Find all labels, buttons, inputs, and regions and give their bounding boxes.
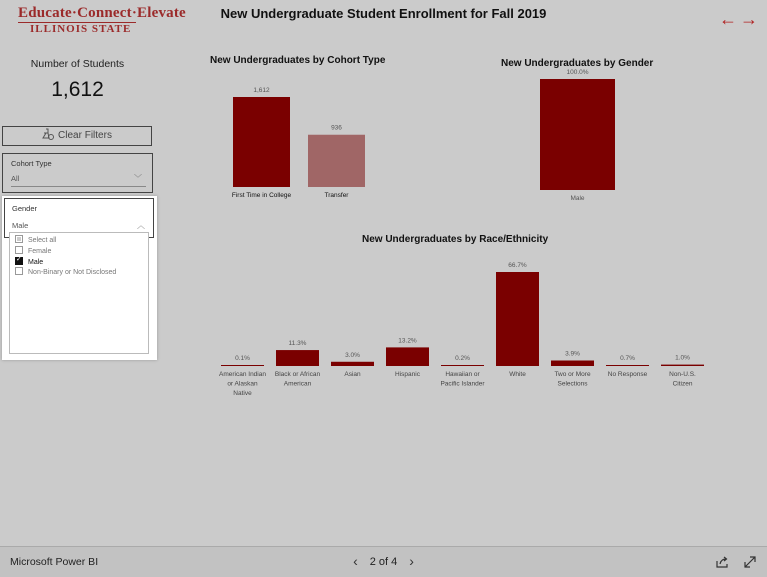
data-label: 1.0% [675,354,690,362]
page-indicator: 2 of 4 [369,556,398,568]
option-select-all[interactable] [15,235,56,245]
share-icon[interactable] [715,555,729,569]
data-label: 0.1% [235,355,250,362]
category-label: Hawaiian or [445,371,480,378]
bar[interactable] [233,97,290,187]
previous-page-icon[interactable]: ‹ [353,553,358,569]
category-label: Two or More [554,371,591,378]
bar[interactable] [276,350,319,366]
forward-arrow-icon[interactable]: → [740,9,761,29]
option-label: Non-Binary or Not Disclosed [28,269,117,276]
category-label: American Indian [219,371,266,378]
checkbox-icon[interactable] [15,246,23,254]
category-label: Hispanic [395,371,420,378]
category-label: Non-U.S. [669,371,696,378]
clear-filters-button[interactable] [2,126,152,146]
data-label: 3.9% [565,350,580,358]
option-label: Male [28,259,44,266]
option-label: Select all [28,237,57,244]
chevron-down-icon: ﹀ [134,174,142,183]
back-arrow-icon[interactable]: ← [719,9,740,29]
data-label: 100.0% [566,69,589,76]
bar[interactable] [386,347,429,366]
category-label: Transfer [324,192,349,199]
category-label: First Time in College [231,192,292,199]
category-label: Male [570,195,585,202]
bar[interactable] [496,272,539,366]
bar[interactable] [551,361,594,366]
gender-chart-title: New Undergraduates by Gender [501,58,654,69]
cohort-type-dropdown[interactable] [11,171,146,187]
race-ethnicity-chart [213,258,713,406]
page-nav-arrows [719,9,761,30]
checkbox-checked-icon[interactable] [15,257,23,265]
data-label: 11.3% [288,340,307,348]
logo-university: ILLINOIS STATE [30,23,132,35]
data-label: 66.7% [508,262,527,269]
gender-chart [530,69,620,204]
powerbi-footer [0,546,767,577]
cohort-type-value: All [11,174,20,183]
logo-tagline: Educate·Connect·Elevate [18,5,186,21]
page-title: New Undergraduate Student Enrollment for Fall 2019 [220,6,547,21]
category-label: Pacific Islander [440,380,485,388]
data-label: 13.2% [398,337,417,345]
bar[interactable] [606,365,649,366]
next-page-icon[interactable]: › [409,553,414,569]
category-label: No Response [607,371,648,378]
cohort-chart-title: New Undergraduates by Cohort Type [210,55,386,66]
gender-title: Gender [12,204,38,213]
category-label: Citizen [672,380,693,388]
page-navigator [0,553,767,569]
checkbox-icon[interactable] [15,235,23,243]
category-label: Black or African [274,371,321,378]
data-label: 1,612 [253,87,270,94]
category-label: White [509,371,526,378]
data-label: 3.0% [345,351,360,359]
category-label: Asian [344,371,361,378]
category-label: Native [233,390,252,397]
chevron-up-icon: ︿ [137,221,145,230]
option-non-binary[interactable] [15,267,116,277]
bar[interactable] [661,365,704,366]
kpi-value: 1,612 [51,78,104,101]
checkbox-icon[interactable] [15,267,23,275]
data-label: 0.7% [620,355,635,362]
eraser-icon [42,128,54,140]
category-label: American [283,380,312,388]
race-chart-title: New Undergraduates by Race/Ethnicity [362,234,549,245]
option-male[interactable] [15,257,43,267]
category-label: or Alaskan [227,380,258,388]
category-label: Selections [557,380,588,388]
data-label: 936 [331,124,342,132]
kpi-label: Number of Students [30,58,125,70]
data-label: 0.2% [455,355,470,362]
gender-options-list [9,232,149,354]
gender-slicer-dropdown[interactable] [2,196,157,360]
gender-value: Male [12,221,29,230]
bar[interactable] [331,362,374,366]
bar[interactable] [540,79,615,190]
cohort-type-slicer[interactable] [2,153,153,193]
bar[interactable] [441,365,484,366]
option-label: Female [28,248,52,255]
cohort-type-chart [220,80,380,202]
bar[interactable] [308,135,365,187]
cohort-type-title: Cohort Type [11,159,52,168]
clear-filters-label: Clear Filters [58,130,112,141]
powerbi-brand[interactable]: Microsoft Power BI [10,556,99,568]
fullscreen-icon[interactable] [743,555,757,569]
bar[interactable] [221,365,264,366]
